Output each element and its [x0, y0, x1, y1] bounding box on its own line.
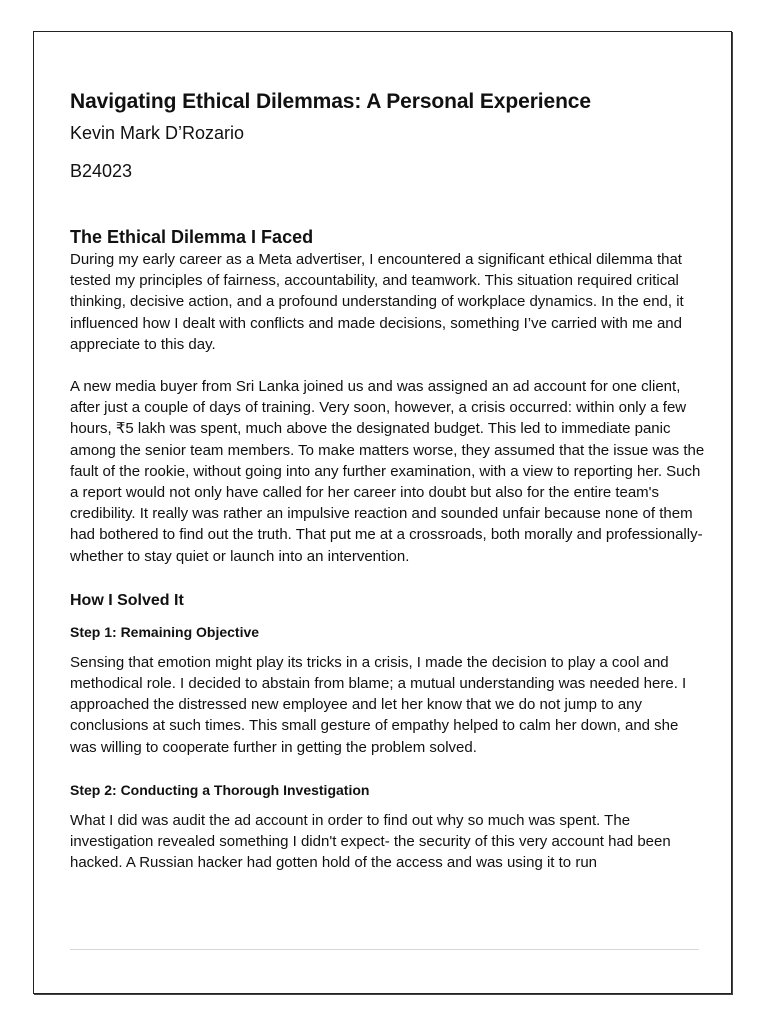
section-heading-dilemma: The Ethical Dilemma I Faced [70, 227, 314, 247]
paragraph: During my early career as a Meta advertiser, I encountered a significant ethical dilemma that tested my principles of fairness, accountability, and teamwork. This situation required critical thinking, decisive action, and a profound understanding of workplace dynamics. In the end, it influenced how I dealt with conflicts and made decisions, something I’ve carried with me and appreciate to this day. [70, 251, 684, 353]
document-page [33, 31, 732, 994]
author-name: Kevin Mark D’Rozario [70, 123, 245, 143]
document-content [70, 88, 706, 873]
step-paragraph-1: Sensing that emotion might play its tricks in a crisis, I made the decision to play a cool and methodical role. I decided to abstain from blame; a mutual understanding was needed here. I approached the distressed new employee and let her know that we do not jump to any conclusions at such times. This small gesture of empathy helped to calm her down, and she was willing to cooperate further in getting the problem solved. [70, 653, 687, 756]
footer-divider [70, 949, 699, 950]
section-heading-solution: How I Solved It [70, 591, 184, 609]
roll-number: B24023 [70, 161, 133, 181]
step-paragraph-2: What I did was audit the ad account in order to find out why so much was spent. The investigation revealed something I didn't expect- the security of this very account had been hacked. A Russian hacker had gotten hold of the access and was using it to run [70, 811, 671, 872]
paragraph: A new media buyer from Sri Lanka joined us and was assigned an ad account for one client, after just a couple of days of training. Very soon, however, a crisis occurred: within only a few hours, ₹5 lakh was spent, much above the designated budget. This led to immediate panic among the senior team members. To make matters worse, they assumed that the issue was the fault of the rookie, without going into any further examination, with a view to reporting her. Such a report would not only have called for her career into doubt but also for the entire team's credibility. It really was rather an impulsive reaction and sounded unfair because none of them had bothered to find out the truth. That put me at a crossroads, both morally and professionally-whether to stay quiet or launch into an intervention. [70, 378, 705, 565]
step-heading-1: Step 1: Remaining Objective [70, 623, 260, 640]
document-title: Navigating Ethical Dilemmas: A Personal Experience [70, 90, 591, 113]
step-heading-2: Step 2: Conducting a Thorough Investigation [70, 781, 370, 798]
